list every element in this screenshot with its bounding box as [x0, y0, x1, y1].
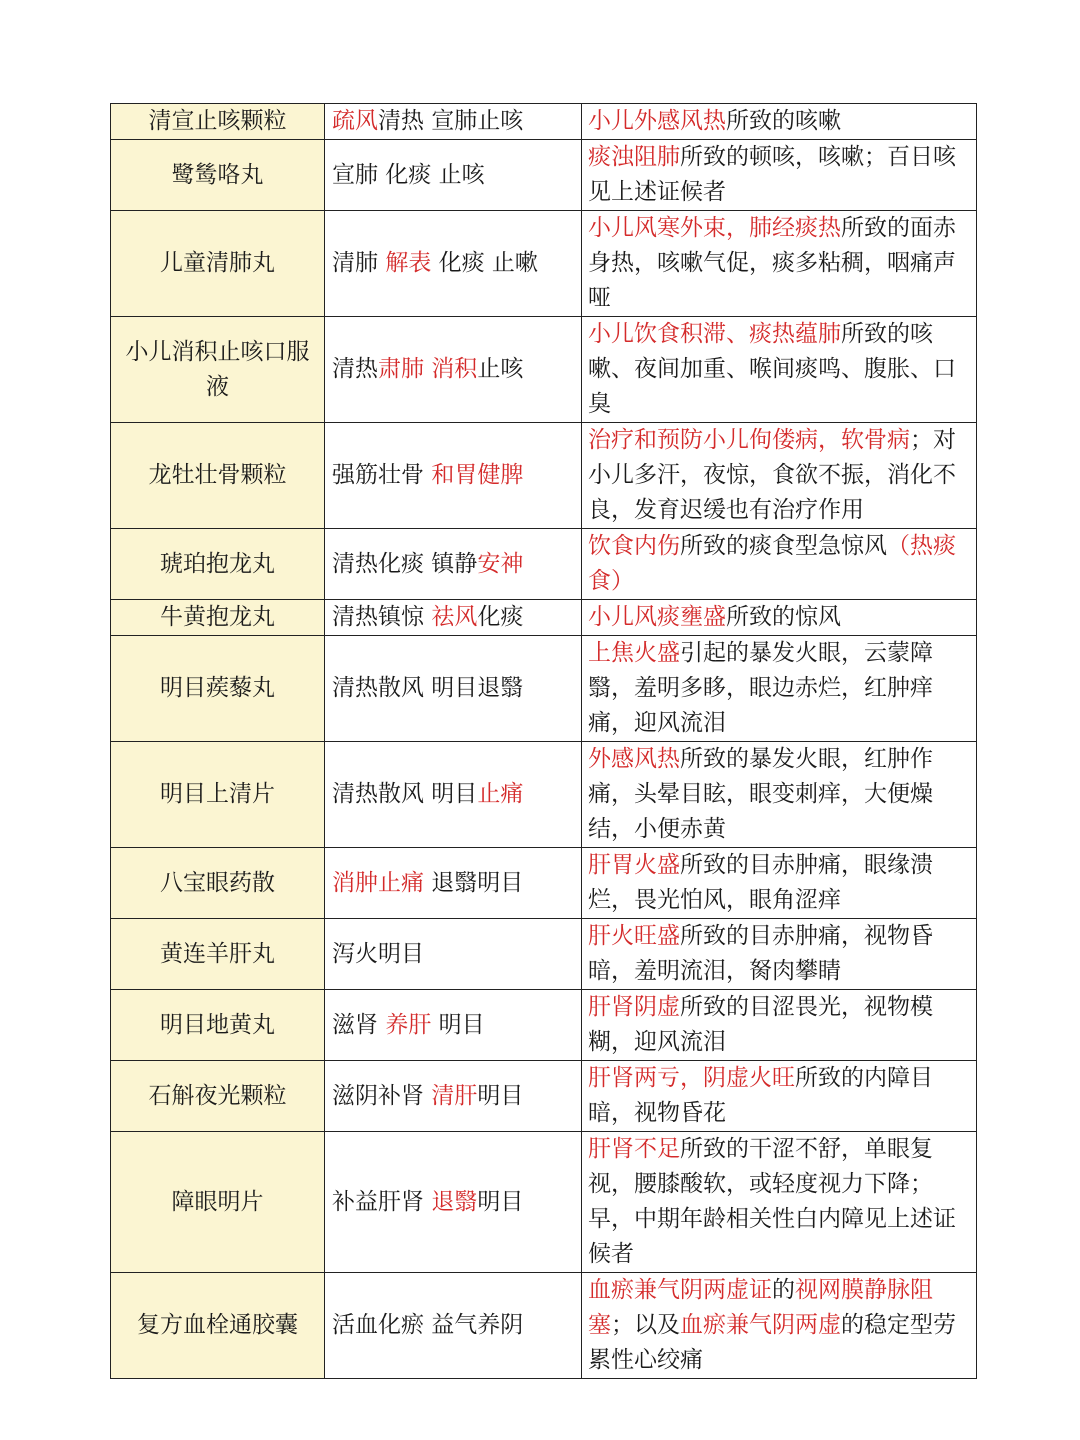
medicine-indication — [582, 529, 977, 600]
medicine-effect — [325, 990, 582, 1061]
text-segment: 引起的暴发火眼，云蒙障翳，羞明多眵，眼边赤烂，红肿痒痛，迎风流泪 — [588, 640, 933, 736]
highlight-text: 上焦火盛 — [588, 640, 680, 666]
text-segment: 化痰 止嗽 — [431, 250, 538, 276]
highlight-text: 疏风 — [332, 108, 378, 134]
medicine-indication — [582, 848, 977, 919]
table-row — [111, 848, 977, 919]
highlight-text: 小儿风寒外束，肺经痰热 — [588, 215, 841, 241]
medicine-name: 八宝眼药散 — [111, 848, 325, 919]
text-segment: 所致的咳嗽 — [726, 108, 841, 134]
highlight-text: 治疗和预防小儿佝偻病，软骨病 — [588, 427, 910, 453]
text-segment: 滋阴补肾 — [332, 1082, 432, 1109]
medicine-indication — [582, 742, 977, 848]
text-segment: 所致的目涩畏光，视物模糊，迎风流泪 — [588, 994, 933, 1055]
medicine-effect — [325, 423, 582, 529]
medicine-name: 黄连羊肝丸 — [111, 919, 325, 990]
medicine-effect — [325, 140, 582, 211]
medicine-effect — [325, 1132, 582, 1273]
medicine-indication — [582, 990, 977, 1061]
highlight-text: 肝肾两亏，阴虚火旺 — [588, 1065, 795, 1091]
medicine-effect — [325, 1061, 582, 1132]
text-segment: 清热散风 明目退翳 — [332, 675, 524, 701]
table-row — [111, 211, 977, 317]
medicine-name: 明目上清片 — [111, 742, 325, 848]
highlight-text: 肃肺 消积 — [378, 356, 478, 382]
highlight-text: 外感风热 — [588, 746, 680, 772]
highlight-text: 小儿外感风热 — [588, 108, 726, 134]
medicine-name: 儿童清肺丸 — [111, 211, 325, 317]
highlight-text: 肝火旺盛 — [588, 923, 680, 949]
highlight-text: （热痰食） — [588, 533, 956, 594]
text-segment: 泻火明目 — [332, 940, 424, 967]
text-segment: ；对小儿多汗，夜惊，食欲不振，消化不良，发育迟缓也有治疗作用 — [588, 427, 956, 523]
highlight-text: 肝肾阴虚 — [588, 994, 680, 1020]
medicine-effect — [325, 600, 582, 636]
medicine-name: 鹭鸶咯丸 — [111, 140, 325, 211]
medicine-name: 龙牡壮骨颗粒 — [111, 423, 325, 529]
text-segment: 所致的咳嗽、夜间加重、喉间痰鸣、腹胀、口臭 — [588, 321, 956, 417]
highlight-text: 祛风 — [431, 604, 478, 630]
medicine-indication — [582, 317, 977, 423]
highlight-text: 清肝 — [431, 1082, 478, 1109]
text-segment: 所致的痰食型急惊风 — [680, 533, 887, 559]
table-body — [111, 104, 977, 1379]
table-row — [111, 317, 977, 423]
medicine-name: 明目地黄丸 — [111, 990, 325, 1061]
text-segment: 化痰 — [477, 604, 524, 630]
highlight-text: 和胃健脾 — [431, 462, 524, 488]
table-row — [111, 742, 977, 848]
text-segment: 止咳 — [477, 356, 524, 382]
text-segment: 补益肝肾 — [332, 1188, 432, 1215]
text-segment: 明目 — [431, 1011, 485, 1038]
table-row — [111, 529, 977, 600]
text-segment: 的 — [772, 1277, 795, 1303]
table-row — [111, 919, 977, 990]
text-segment: 滋肾 — [332, 1011, 386, 1038]
medicine-effect — [325, 919, 582, 990]
table-row — [111, 423, 977, 529]
text-segment: 清热镇惊 — [332, 604, 432, 630]
medicine-name: 清宣止咳颗粒 — [111, 104, 325, 140]
medicine-name: 明目蒺藜丸 — [111, 636, 325, 742]
highlight-text: 肝肾不足 — [588, 1136, 680, 1162]
text-segment: 所致的目赤肿痛，眼缘溃烂，畏光怕风，眼角涩痒 — [588, 852, 933, 913]
medicine-indication — [582, 919, 977, 990]
text-segment: 所致的顿咳，咳嗽；百日咳见上述证候者 — [588, 144, 956, 205]
medicine-name: 复方血栓通胶囊 — [111, 1273, 325, 1379]
table-row — [111, 990, 977, 1061]
medicine-effect — [325, 636, 582, 742]
highlight-text: 解表 — [385, 250, 432, 276]
medicine-indication — [582, 1061, 977, 1132]
medicine-indication — [582, 140, 977, 211]
text-segment: 所致的内障目暗，视物昏花 — [588, 1065, 933, 1126]
table-row — [111, 600, 977, 636]
highlight-text: 退翳 — [431, 1188, 478, 1215]
text-segment: 的稳定型劳累性心绞痛 — [588, 1312, 956, 1373]
highlight-text: 安神 — [477, 550, 524, 577]
highlight-text: 止痛 — [477, 781, 524, 807]
medicine-effect — [325, 742, 582, 848]
medicine-effect — [325, 529, 582, 600]
text-segment: 清热散风 明目 — [332, 781, 478, 807]
text-segment: 明目 — [477, 1188, 524, 1215]
text-segment: 清热化痰 镇静 — [332, 550, 478, 577]
medicine-effect — [325, 1273, 582, 1379]
text-segment: 明目 — [477, 1082, 524, 1109]
highlight-text: 痰浊阻肺 — [588, 144, 680, 170]
highlight-text: 小儿饮食积滞、痰热蕴肺 — [588, 321, 841, 347]
highlight-text: 肝胃火盛 — [588, 852, 680, 878]
highlight-text: 养肝 — [385, 1011, 432, 1038]
table-row — [111, 104, 977, 140]
highlight-text: 血瘀兼气阴两虚 — [680, 1312, 841, 1338]
medicine-indication — [582, 211, 977, 317]
medicine-name: 琥珀抱龙丸 — [111, 529, 325, 600]
text-segment: 强筋壮骨 — [332, 462, 432, 488]
medicine-name: 石斛夜光颗粒 — [111, 1061, 325, 1132]
medicine-table — [110, 103, 977, 1379]
medicine-indication — [582, 1273, 977, 1379]
text-segment: 清热 宣肺止咳 — [378, 108, 524, 134]
table-row — [111, 1273, 977, 1379]
highlight-text: 视网膜静脉阻塞 — [588, 1277, 933, 1338]
medicine-indication — [582, 423, 977, 529]
medicine-effect — [325, 211, 582, 317]
text-segment: 清肺 — [332, 250, 386, 276]
medicine-effect — [325, 104, 582, 140]
highlight-text: 小儿风痰壅盛 — [588, 604, 726, 630]
medicine-indication — [582, 636, 977, 742]
text-segment: 所致的干涩不舒，单眼复视，腰膝酸软，或轻度视力下降；早，中期年龄相关性白内障见上述证候者 — [588, 1136, 956, 1267]
medicine-name: 障眼明片 — [111, 1132, 325, 1273]
highlight-text: 血瘀兼气阴两虚证 — [588, 1277, 772, 1303]
text-segment: 所致的面赤身热，咳嗽气促，痰多粘稠，咽痛声哑 — [588, 215, 956, 311]
text-segment: ；以及 — [611, 1312, 680, 1338]
medicine-indication — [582, 104, 977, 140]
text-segment: 宣肺 化痰 止咳 — [332, 161, 485, 188]
medicine-indication — [582, 600, 977, 636]
text-segment: 清热 — [332, 356, 378, 382]
medicine-name: 小儿消积止咳口服液 — [111, 317, 325, 423]
medicine-effect — [325, 317, 582, 423]
text-segment: 所致的目赤肿痛，视物昏暗，羞明流泪，胬肉攀睛 — [588, 923, 933, 984]
table-row — [111, 140, 977, 211]
medicine-effect — [325, 848, 582, 919]
medicine-indication — [582, 1132, 977, 1273]
highlight-text: 消肿止痛 — [332, 869, 424, 896]
highlight-text: 饮食内伤 — [588, 533, 680, 559]
table-row — [111, 1132, 977, 1273]
table-row — [111, 1061, 977, 1132]
text-segment: 所致的惊风 — [726, 604, 841, 630]
text-segment: 所致的暴发火眼，红肿作痛，头晕目眩，眼变刺痒，大便燥结，小便赤黄 — [588, 746, 933, 842]
table-row — [111, 636, 977, 742]
medicine-name: 牛黄抱龙丸 — [111, 600, 325, 636]
text-segment: 活血化瘀 益气养阴 — [332, 1312, 524, 1338]
text-segment: 退翳明目 — [424, 869, 524, 896]
